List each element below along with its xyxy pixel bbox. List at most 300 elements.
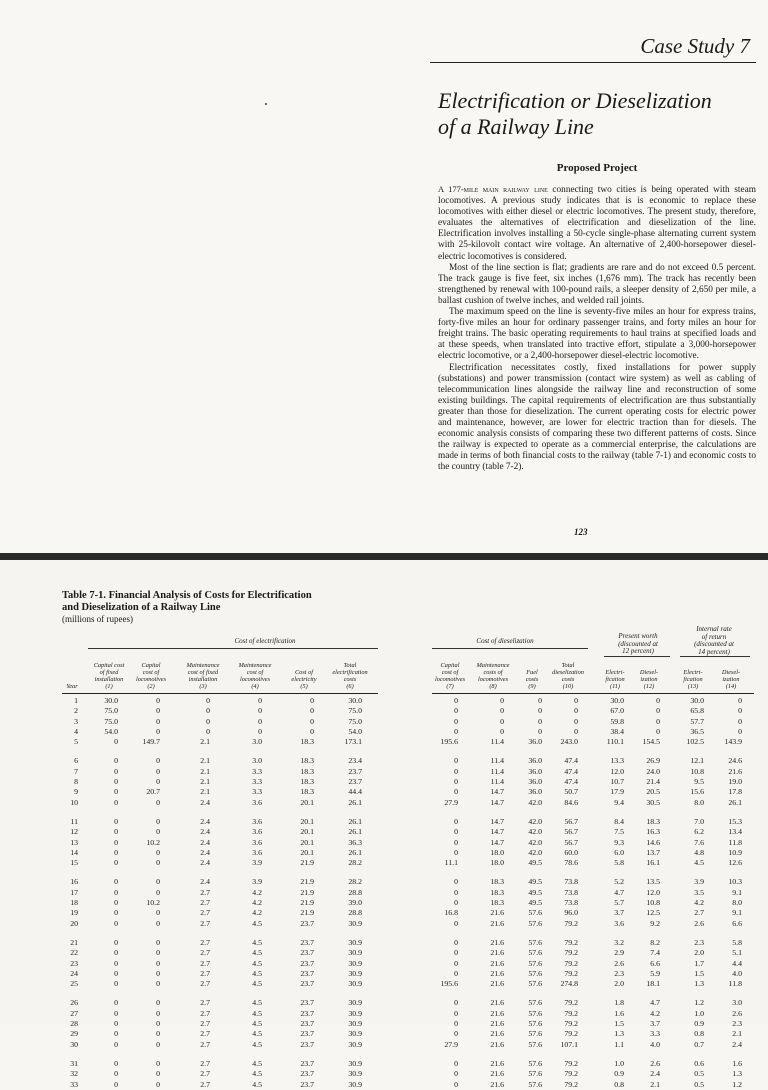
table-cell: 23.7: [300, 1008, 314, 1018]
row-group-gap: [130, 747, 160, 756]
table-cell: 2.7: [200, 1058, 210, 1068]
table-cell: 49.5: [528, 898, 542, 908]
table-cell: 21.6: [490, 958, 504, 968]
column-c14: [712, 696, 742, 1090]
table-cell: 0: [538, 726, 542, 736]
table-cell: 0: [114, 816, 118, 826]
column-header-c8: [470, 662, 516, 690]
table-cell: 30.9: [348, 1058, 362, 1068]
table-cell: 28.8: [348, 887, 362, 897]
row-group-gap: [322, 929, 362, 938]
table-cell: 23: [70, 958, 78, 968]
table-cell: 18.3: [490, 898, 504, 908]
table-cell: 0: [156, 1039, 160, 1049]
table-cell: 2.7: [200, 1079, 210, 1089]
table-cell: 20.1: [300, 837, 314, 847]
row-group-gap: [712, 808, 742, 817]
table-cell: 30.9: [348, 918, 362, 928]
table-cell: 2.7: [200, 958, 210, 968]
table-cell: 0: [454, 837, 458, 847]
table-cell: 0: [738, 696, 742, 705]
table-cell: 9.5: [694, 777, 704, 787]
table-cell: 3.0: [252, 756, 262, 766]
table-cell: 5: [74, 737, 78, 747]
table-cell: 56.7: [564, 827, 578, 837]
table-cell: 8.0: [732, 898, 742, 908]
table-cell: 8.4: [614, 816, 624, 826]
table-cell: 0: [310, 706, 314, 716]
table-cell: 0: [114, 979, 118, 989]
table-cell: 4.2: [650, 1008, 660, 1018]
table-cell: 30.9: [348, 1008, 362, 1018]
table-cell: 30.0: [690, 696, 704, 705]
table-cell: 0.7: [694, 1039, 704, 1049]
table-cell: 2.7: [200, 1008, 210, 1018]
table-cell: 2.7: [200, 887, 210, 897]
column-header-line: Maintenance: [476, 662, 510, 669]
table-cell: 0: [114, 887, 118, 897]
row-group-gap: [676, 929, 704, 938]
table-cell: 8.0: [694, 797, 704, 807]
table-cell: 173.1: [344, 737, 362, 747]
table-cell: 30.0: [104, 696, 118, 705]
table-cell: 13.7: [646, 847, 660, 857]
table-cell: 14.6: [646, 837, 660, 847]
group-irr: [676, 626, 752, 656]
table-cell: 4.5: [252, 918, 262, 928]
column-header-line: costs: [561, 676, 575, 683]
row-group-gap: [178, 929, 210, 938]
table-cell: 0: [156, 706, 160, 716]
table-cell: 10.8: [646, 898, 660, 908]
table-cell: 4.2: [694, 898, 704, 908]
table-cell: 5.2: [614, 877, 624, 887]
table-cell: 79.2: [564, 1079, 578, 1089]
table-cell: 47.4: [564, 777, 578, 787]
row-group-gap: [548, 989, 578, 998]
table-cell: 20.5: [646, 787, 660, 797]
column-header-line: Maintenance: [186, 662, 220, 669]
table-cell: 2.7: [200, 968, 210, 978]
column-header-line: Diesel-: [639, 669, 659, 676]
table-cell: 21.6: [490, 937, 504, 947]
table-cell: 36.3: [348, 837, 362, 847]
table-cell: 0: [114, 937, 118, 947]
column-header-c13: [676, 669, 710, 690]
table-cell: 79.2: [564, 1058, 578, 1068]
table-cell: 0.9: [694, 1019, 704, 1029]
table-cell: 30.9: [348, 968, 362, 978]
table-cell: 17.9: [610, 787, 624, 797]
column-header-line: (9): [528, 683, 536, 690]
table-cell: 0: [310, 716, 314, 726]
table-cell: 18.3: [300, 787, 314, 797]
table-cell: 0: [454, 777, 458, 787]
table-cell: 3.2: [614, 937, 624, 947]
table-cell: 26.1: [348, 816, 362, 826]
table-cell: 17: [70, 887, 78, 897]
table-cell: 0: [114, 737, 118, 747]
table-cell: 16.1: [646, 858, 660, 868]
table-cell: 14.7: [490, 827, 504, 837]
row-group-gap: [518, 989, 542, 998]
column-header-line: locomotives: [239, 676, 271, 683]
table-cell: 0: [114, 827, 118, 837]
table-cell: 0: [454, 1008, 458, 1018]
row-group-gap: [676, 868, 704, 877]
table-cell: 0: [206, 716, 210, 726]
row-group-gap: [284, 747, 314, 756]
table-cell: 30.9: [348, 948, 362, 958]
table-cell: 0: [500, 726, 504, 736]
table-cell: 0: [156, 1069, 160, 1079]
table-cell: 57.6: [528, 958, 542, 968]
table-cell: 73.8: [564, 898, 578, 908]
table-cell: 11.4: [490, 777, 504, 787]
column-header-line: locomotives: [135, 676, 167, 683]
table-title: [62, 590, 362, 613]
table-cell: 23.7: [300, 1058, 314, 1068]
table-cell: 0: [454, 958, 458, 968]
table-cell: 4.0: [650, 1039, 660, 1049]
table-cell: 14.7: [490, 797, 504, 807]
column-header-line: fication: [605, 676, 625, 683]
row-group-gap: [432, 989, 458, 998]
column-header-line: cost of: [441, 669, 459, 676]
table-cell: 1.0: [614, 1058, 624, 1068]
table-cell: 0: [156, 887, 160, 897]
table-cell: 59.8: [610, 716, 624, 726]
row-group-gap: [712, 989, 742, 998]
table-cell: 0.5: [694, 1079, 704, 1089]
column-c1: [88, 696, 118, 1090]
table-cell: 25: [70, 979, 78, 989]
table-cell: 21.9: [300, 877, 314, 887]
table-cell: 79.2: [564, 918, 578, 928]
table-cell: 18.3: [300, 737, 314, 747]
table-cell: 0: [156, 998, 160, 1008]
table-cell: 243.0: [560, 737, 578, 747]
row-group-gap: [88, 929, 118, 938]
column-c11: [600, 696, 624, 1090]
table-cell: 0: [114, 948, 118, 958]
group-header-line: 14 percent): [698, 647, 730, 656]
table-cell: 195.6: [440, 737, 458, 747]
table-cell: 23.7: [300, 937, 314, 947]
table-cell: 4.2: [252, 887, 262, 897]
table-cell: 57.6: [528, 979, 542, 989]
table-cell: 38.4: [610, 726, 624, 736]
table-cell: 30.9: [348, 979, 362, 989]
table-cell: 0: [454, 726, 458, 736]
group-electrification: Cost of electrification: [234, 637, 296, 645]
column-header-c10: [548, 662, 588, 690]
table-cell: 4.5: [252, 1029, 262, 1039]
table-cell: 0: [156, 877, 160, 887]
table-cell: 1.5: [694, 968, 704, 978]
table-cell: 26: [70, 998, 78, 1008]
row-group-gap: [600, 989, 624, 998]
table-cell: 24: [70, 968, 78, 978]
row-group-gap: [712, 1050, 742, 1059]
table-cell: 274.8: [560, 979, 578, 989]
table-cell: 9.1: [732, 908, 742, 918]
table-cell: 0: [156, 1058, 160, 1068]
table-cell: 32: [70, 1069, 78, 1079]
column-header-line: cost of: [246, 669, 264, 676]
table-cell: 9.4: [614, 797, 624, 807]
row-group-gap: [432, 1050, 458, 1059]
table-cell: 3.3: [252, 766, 262, 776]
table-cell: 1.2: [732, 1079, 742, 1089]
column-header-c14: [712, 669, 750, 690]
row-group-gap: [178, 808, 210, 817]
table-cell: 57.6: [528, 918, 542, 928]
table-cell: 2.3: [614, 968, 624, 978]
header-rule-left: [62, 693, 378, 694]
table-cell: 5.8: [732, 937, 742, 947]
row-group-gap: [712, 929, 742, 938]
table-cell: 2.7: [200, 979, 210, 989]
table-cell: 0: [156, 816, 160, 826]
column-header-c6: [322, 662, 378, 690]
table-cell: 13.3: [610, 756, 624, 766]
table-cell: 42.0: [528, 847, 542, 857]
table-cell: 15: [70, 858, 78, 868]
table-cell: 20.1: [300, 827, 314, 837]
table-cell: 0: [454, 847, 458, 857]
table-cell: 39.0: [348, 898, 362, 908]
table-cell: 57.6: [528, 908, 542, 918]
table-cell: 79.2: [564, 1019, 578, 1029]
table-cell: 57.6: [528, 998, 542, 1008]
table-cell: 49.5: [528, 887, 542, 897]
column-header-line: Total: [343, 662, 357, 669]
table-cell: 9.1: [732, 887, 742, 897]
table-cell: 0: [114, 766, 118, 776]
table-cell: 23.7: [300, 968, 314, 978]
table-cell: 57.6: [528, 968, 542, 978]
table-cell: 15.6: [690, 787, 704, 797]
column-header-c9: [518, 669, 546, 690]
table-cell: 4.2: [252, 908, 262, 918]
column-header-line: Capital cost: [93, 662, 125, 669]
column-header-line: electricity: [291, 676, 317, 683]
table-cell: 67.0: [610, 706, 624, 716]
column-header-c12: [632, 669, 666, 690]
table-cell: 75.0: [104, 706, 118, 716]
table-cell: 57.6: [528, 1058, 542, 1068]
table-cell: 21.9: [300, 887, 314, 897]
table-cell: 11.8: [728, 979, 742, 989]
table-cell: 0: [310, 726, 314, 736]
table-cell: 2.4: [200, 797, 210, 807]
table-cell: 1: [74, 696, 78, 705]
column-c7: [432, 696, 458, 1090]
table-cell: 7: [74, 766, 78, 776]
table-cell: 0: [156, 726, 160, 736]
table-cell: 0: [574, 696, 578, 705]
body-paragraph: A 177-mile main railway line connecting two cities is being operated with steam locomotives. A previous study indicates that is is economic to replace these locomotives with either diesel or electric locomotives. The present study, therefore, evaluates the alternatives of electrification and dieselization of the line. Electrification involves installing a 50-cycle single-phase alternating current system with 25-kilovolt contact wire voltage. An alternative of 2,400-horsepower diesel-electric locomotives is considered.: [438, 184, 756, 262]
table-cell: 0: [574, 706, 578, 716]
table-cell: 2.4: [200, 827, 210, 837]
column-c6: [322, 696, 362, 1090]
table-cell: 50.7: [564, 787, 578, 797]
table-cell: 11.4: [490, 756, 504, 766]
table-cell: 79.2: [564, 948, 578, 958]
row-group-gap: [712, 868, 742, 877]
table-cell: 56.7: [564, 816, 578, 826]
table-cell: 0: [454, 887, 458, 897]
row-group-gap: [284, 868, 314, 877]
table-cell: 10.9: [728, 847, 742, 857]
table-cell: 0: [206, 706, 210, 716]
column-header-line: Electri-: [683, 669, 703, 676]
row-group-gap: [432, 747, 458, 756]
table-cell: 75.0: [348, 706, 362, 716]
table-cell: 0: [738, 716, 742, 726]
table-cell: 0: [258, 716, 262, 726]
table-cell: 7.5: [614, 827, 624, 837]
table-cell: 0: [156, 696, 160, 705]
table-cell: 54.0: [348, 726, 362, 736]
table-cell: 0: [454, 756, 458, 766]
row-group-gap: [284, 1050, 314, 1059]
table-cell: 8.2: [650, 937, 660, 947]
table-cell: 2.7: [200, 1069, 210, 1079]
table-cell: 18.3: [300, 766, 314, 776]
row-group-gap: [470, 808, 504, 817]
table-cell: 3.6: [252, 837, 262, 847]
table-cell: 23.4: [348, 756, 362, 766]
table-cell: 26.9: [646, 756, 660, 766]
row-group-gap: [62, 929, 78, 938]
column-header-c7: [432, 662, 468, 690]
table-cell: 0: [156, 1079, 160, 1089]
row-group-gap: [676, 808, 704, 817]
table-cell: 0: [454, 716, 458, 726]
table-cell: 4.5: [252, 1079, 262, 1089]
table-cell: 26.1: [348, 827, 362, 837]
table-cell: 4.0: [732, 968, 742, 978]
table-cell: 4.5: [252, 1019, 262, 1029]
table-cell: 2.4: [200, 837, 210, 847]
table-cell: 18: [70, 898, 78, 908]
table-cell: 4.7: [614, 887, 624, 897]
table-cell: 36.0: [528, 756, 542, 766]
column-header-line: Total: [561, 662, 575, 669]
lead-in-small-caps: A 177-mile main railway line: [438, 184, 548, 194]
table-cell: 3: [74, 716, 78, 726]
table-cell: 0: [114, 1008, 118, 1018]
table-cell: 26.1: [348, 847, 362, 857]
table-cell: 16.3: [646, 827, 660, 837]
row-group-gap: [548, 1050, 578, 1059]
row-group-gap: [230, 989, 262, 998]
table-cell: 24.6: [728, 756, 742, 766]
table-cell: 11.8: [728, 837, 742, 847]
table-cell: 0: [114, 908, 118, 918]
row-group-gap: [178, 1050, 210, 1059]
table-units: (millions of rupees): [62, 614, 133, 624]
row-group-gap: [62, 989, 78, 998]
table-cell: 49.5: [528, 858, 542, 868]
table-cell: 2.7: [200, 898, 210, 908]
table-cell: 3.5: [694, 887, 704, 897]
table-cell: 24.0: [646, 766, 660, 776]
row-group-gap: [470, 747, 504, 756]
table-cell: 65.8: [690, 706, 704, 716]
table-cell: 12.0: [610, 766, 624, 776]
row-group-gap: [632, 808, 660, 817]
table-cell: 2.7: [200, 1039, 210, 1049]
table-cell: 79.2: [564, 968, 578, 978]
table-cell: 0: [156, 756, 160, 766]
table-cell: 0: [156, 777, 160, 787]
table-cell: 0: [574, 726, 578, 736]
table-cell: 3.7: [650, 1019, 660, 1029]
table-cell: 12.0: [646, 887, 660, 897]
row-group-gap: [548, 747, 578, 756]
chapter-title: [438, 88, 758, 140]
table-cell: 21.9: [300, 898, 314, 908]
table-cell: 0: [454, 787, 458, 797]
table-cell: 26.1: [728, 797, 742, 807]
table-cell: 0: [538, 696, 542, 705]
table-cell: 23.7: [300, 948, 314, 958]
table-cell: 28: [70, 1019, 78, 1029]
row-group-gap: [632, 929, 660, 938]
table-cell: 12.6: [728, 858, 742, 868]
table-cell: 10.3: [728, 877, 742, 887]
table-cell: 8: [74, 777, 78, 787]
column-header-line: cost of: [142, 669, 160, 676]
table-cell: 0: [454, 968, 458, 978]
table-cell: 1.6: [732, 1058, 742, 1068]
table-cell: 4.5: [252, 998, 262, 1008]
group-header-line: 12 percent): [622, 647, 654, 655]
table-cell: 16.8: [444, 908, 458, 918]
column-header-line: of fixed: [99, 669, 119, 676]
table-cell: 2.4: [200, 816, 210, 826]
table-cell: 0.5: [694, 1069, 704, 1079]
row-group-gap: [62, 1050, 78, 1059]
table-cell: 2.4: [732, 1039, 742, 1049]
table-cell: 23.7: [300, 1079, 314, 1089]
table-cell: 12: [70, 827, 78, 837]
group-header-line: Internal rate: [696, 625, 732, 633]
table-cell: 0: [454, 706, 458, 716]
table-cell: 30.9: [348, 958, 362, 968]
table-cell: 42.0: [528, 837, 542, 847]
table-cell: 79.2: [564, 937, 578, 947]
group-irr-rule: [680, 656, 750, 657]
table-cell: 3.6: [252, 847, 262, 857]
column-header-line: locomotives: [477, 676, 509, 683]
table-cell: 57.6: [528, 1029, 542, 1039]
table-cell: 27.9: [444, 797, 458, 807]
table-cell: 21.9: [300, 858, 314, 868]
row-group-gap: [518, 929, 542, 938]
table-cell: 23.7: [300, 1039, 314, 1049]
table-cell: 44.4: [348, 787, 362, 797]
table-cell: 0: [114, 898, 118, 908]
table-cell: 49.5: [528, 877, 542, 887]
table-cell: 21.6: [490, 948, 504, 958]
table-cell: 2.4: [200, 858, 210, 868]
table-cell: 30: [70, 1039, 78, 1049]
table-cell: 21.6: [490, 1019, 504, 1029]
